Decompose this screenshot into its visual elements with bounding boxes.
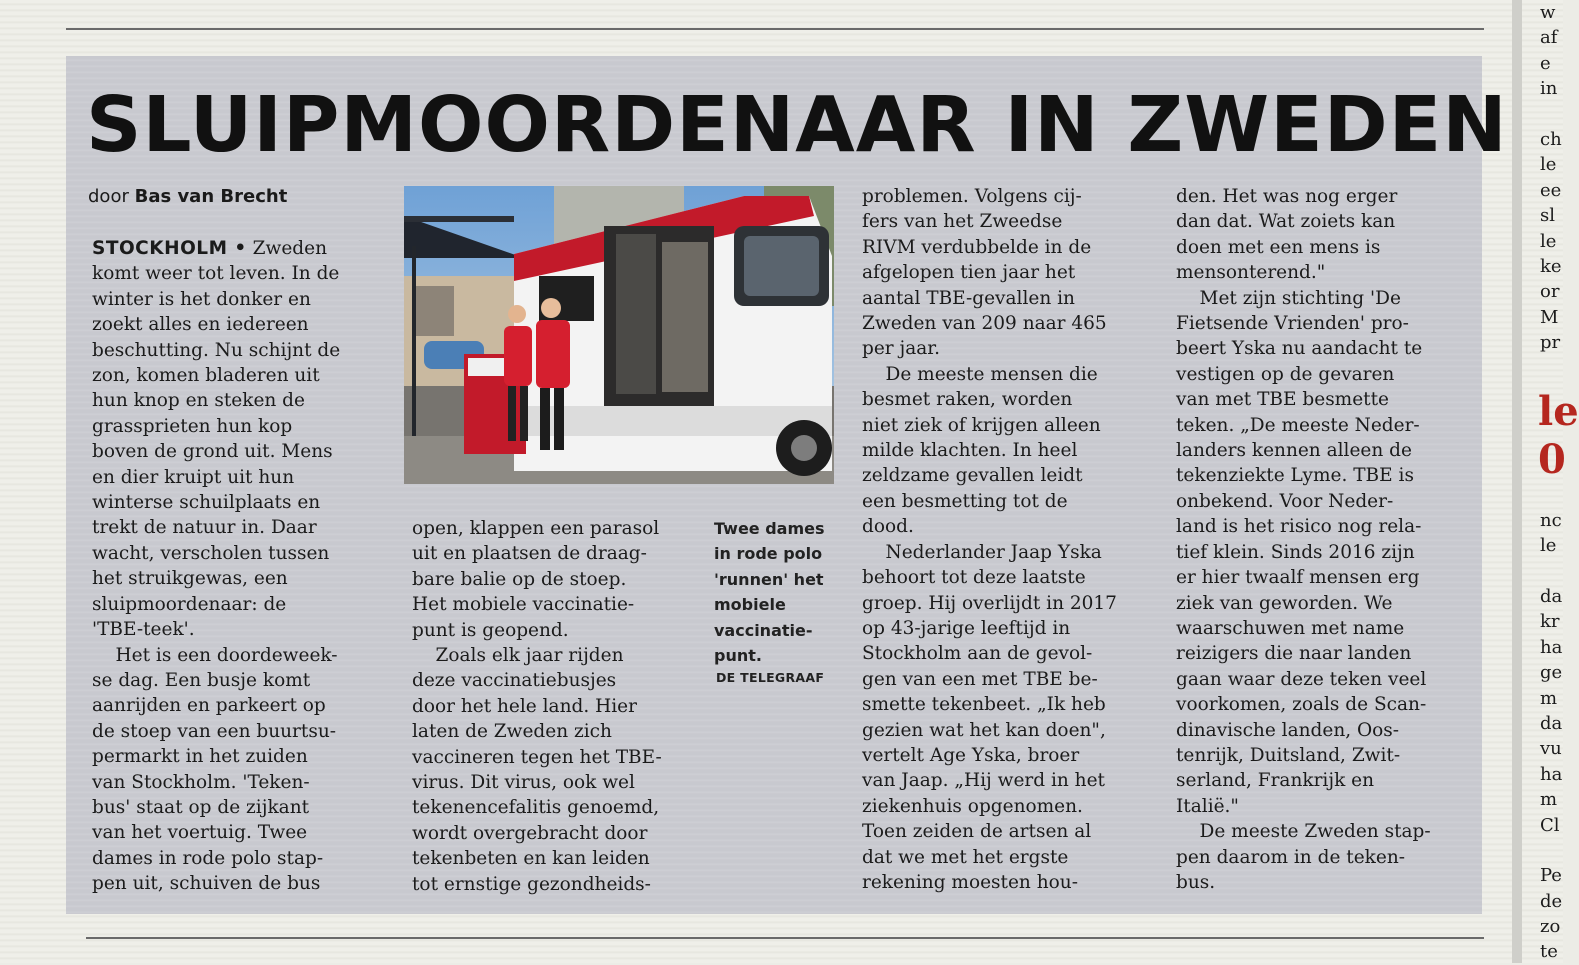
column-line: doen met een mens is: [1176, 236, 1381, 258]
column-line: aanrijden en parkeert op: [92, 695, 326, 717]
column-line: vestigen op de gevaren: [1176, 363, 1395, 385]
column-line: aantal TBE-gevallen in: [862, 287, 1075, 309]
column-line: Zoals elk jaar rijden: [412, 645, 624, 667]
adjacent-fragment: de: [1540, 890, 1563, 912]
column-line: laten de Zweden zich: [412, 721, 612, 743]
column-line: Toen zeiden de artsen al: [862, 821, 1092, 843]
adjacent-fragment: ha: [1540, 636, 1563, 658]
caption-line: punt.: [714, 646, 762, 666]
column-line: boven de grond uit. Mens: [92, 441, 333, 463]
column-line: 'TBE-teek'.: [92, 619, 195, 641]
adjacent-fragment: ha: [1540, 763, 1563, 785]
column-line: permarkt in het zuiden: [92, 746, 308, 768]
column-line: Zweden van 209 naar 465: [862, 313, 1107, 335]
column-line: tief klein. Sinds 2016 zijn: [1176, 541, 1415, 563]
column-line: per jaar.: [862, 338, 941, 360]
adjacent-fragment: [1540, 838, 1563, 863]
dateline: STOCKHOLM •: [92, 238, 247, 259]
column-line: er hier twaalf mensen erg: [1176, 567, 1420, 589]
column-line: Met zijn stichting 'De: [1176, 287, 1401, 309]
column-line: beert Yska nu aandacht te: [1176, 338, 1423, 360]
adjacent-fragment: le: [1540, 154, 1557, 176]
column-line: se dag. Een busje komt: [92, 669, 311, 691]
column-line: beschutting. Nu schijnt de: [92, 339, 341, 361]
adjacent-fragment: e: [1540, 52, 1551, 74]
text-column-3: [862, 184, 1117, 895]
column-line: op 43-jarige leeftijd in: [862, 617, 1071, 639]
photo-credit: DE TELEGRAAF: [716, 670, 825, 685]
column-line: smette tekenbeet. „Ik heb: [862, 694, 1106, 716]
adjacent-fragment: te: [1540, 941, 1558, 963]
column-line: trekt de natuur in. Daar: [92, 517, 317, 539]
column-line: De meeste mensen die: [862, 363, 1098, 385]
column-line: van Jaap. „Hij werd in het: [862, 770, 1105, 792]
adjacent-fragment: [1540, 559, 1563, 584]
column-line: grassprieten hun kop: [92, 415, 293, 437]
caption-line: 'runnen' het: [714, 569, 824, 589]
text-column-2: [412, 516, 662, 897]
byline-prefix: door: [88, 186, 129, 207]
adjacent-fragment: af: [1540, 27, 1558, 49]
adjacent-fragment: ch: [1540, 128, 1562, 150]
column-line: sluipmoordenaar: de: [92, 593, 287, 615]
column-line: en dier kruipt uit hun: [92, 466, 295, 488]
column-line: punt is geopend.: [412, 619, 569, 641]
column-line: dames in rode polo stap-: [92, 847, 324, 869]
adjacent-fragment: sl: [1540, 205, 1555, 227]
column-line: voorkomen, zoals de Scan-: [1176, 694, 1427, 716]
column-line: de stoep van een buurtsu-: [92, 720, 336, 742]
column-line: behoort tot deze laatste: [862, 567, 1086, 589]
column-line: komt weer tot leven. In de: [92, 263, 340, 285]
author-name: Bas van Brecht: [134, 186, 288, 207]
caption-line: Twee dames: [714, 519, 825, 538]
caption-line: mobiele: [714, 595, 786, 615]
photo-caption: [714, 516, 825, 668]
column-line: ziekenhuis opgenomen.: [862, 795, 1083, 817]
adjacent-fragment: in: [1540, 78, 1558, 100]
column-line: van Stockholm. 'Teken-: [92, 771, 310, 793]
column-line: tekenencefalitis genoemd,: [412, 797, 660, 819]
adjacent-fragment: le: [1540, 230, 1557, 252]
column-line-text: Zweden: [246, 238, 327, 259]
adjacent-fragment: w: [1540, 2, 1556, 23]
column-line: tenrijk, Duitsland, Zwit-: [1176, 744, 1401, 766]
column-line: gezien wat het kan doen",: [862, 719, 1106, 741]
column-line: gaan waar deze teken veel: [1176, 668, 1427, 690]
adjacent-article-headline: [1538, 388, 1579, 484]
adjacent-fragment: le: [1540, 535, 1557, 557]
column-line: ziek van geworden. We: [1176, 592, 1393, 614]
column-line: [92, 236, 340, 261]
adjacent-fragment: da: [1540, 585, 1563, 607]
column-line: dood.: [862, 516, 914, 538]
column-line: fers van het Zweedse: [862, 211, 1063, 233]
adjacent-fragment: da: [1540, 712, 1563, 734]
bottom-rule: [86, 937, 1484, 939]
column-line: een besmetting tot de: [862, 490, 1068, 512]
column-line: vertelt Age Yska, broer: [862, 744, 1080, 766]
column-line: gen van een met TBE be-: [862, 668, 1098, 690]
column-line: onbekend. Voor Neder-: [1176, 490, 1394, 512]
column-line: bare balie op de stoep.: [412, 568, 627, 590]
photo-image: [404, 186, 834, 484]
column-line: besmet raken, worden: [862, 389, 1073, 411]
column-line: problemen. Volgens cij-: [862, 186, 1082, 207]
column-line: Fietsende Vrienden' pro-: [1176, 313, 1409, 335]
column-line: serland, Frankrijk en: [1176, 770, 1375, 792]
column-line: afgelopen tien jaar het: [862, 262, 1076, 284]
adjacent-fragment: [1540, 102, 1563, 127]
column-line: groep. Hij overlijdt in 2017: [862, 592, 1117, 614]
column-line: landers kennen alleen de: [1176, 440, 1412, 462]
column-line: Het is een doordeweek-: [92, 644, 338, 666]
adjacent-fragment: nc: [1540, 509, 1562, 531]
column-line: door het hele land. Hier: [412, 695, 637, 717]
column-line: uit en plaatsen de draag-: [412, 543, 647, 565]
adjacent-fragment: [1540, 482, 1563, 507]
column-line: dat we met het ergste: [862, 846, 1069, 868]
column-line: het struikgewas, een: [92, 568, 288, 590]
column-line: hun knop en steken de: [92, 390, 305, 412]
adjacent-fragment: zo: [1540, 916, 1561, 938]
adjacent-fragment: m: [1540, 789, 1558, 811]
adjacent-fragment: [1540, 355, 1563, 380]
headline: SLUIPMOORDENAAR IN ZWEDEN: [86, 81, 1508, 170]
adjacent-headline-fragment: le: [1538, 388, 1579, 435]
column-line: van met TBE besmette: [1176, 389, 1389, 411]
adjacent-fragment: m: [1540, 687, 1558, 709]
column-line: winter is het donker en: [92, 288, 311, 310]
adjacent-fragment: Pe: [1540, 865, 1562, 887]
adjacent-fragment: or: [1540, 281, 1560, 303]
column-line: bus' staat op de zijkant: [92, 796, 310, 818]
column-line: land is het risico nog rela-: [1176, 516, 1422, 538]
column-line: Stockholm aan de gevol-: [862, 643, 1093, 665]
column-line: niet ziek of krijgen alleen: [862, 414, 1101, 436]
column-gutter: [1512, 0, 1522, 963]
column-line: dan dat. Wat zoiets kan: [1176, 211, 1396, 233]
caption-line: vaccinatie-: [714, 620, 813, 640]
column-line: zeldzame gevallen leidt: [862, 465, 1083, 487]
adjacent-fragment: Cl: [1540, 814, 1560, 836]
byline: [88, 184, 287, 210]
adjacent-fragment: vu: [1540, 738, 1562, 760]
column-line: pen daarom in de teken-: [1176, 846, 1405, 868]
column-line: tot ernstige gezondheids-: [412, 873, 651, 895]
adjacent-fragment: ge: [1540, 662, 1563, 684]
column-line: waarschuwen met name: [1176, 617, 1405, 639]
column-line: reizigers die naar landen: [1176, 643, 1412, 665]
column-line: dinavische landen, Oos-: [1176, 719, 1400, 741]
column-line: virus. Dit virus, ook wel: [412, 772, 635, 794]
adjacent-fragment: ke: [1540, 255, 1562, 277]
column-line: RIVM verdubbelde in de: [862, 236, 1092, 258]
column-line: Het mobiele vaccinatie-: [412, 594, 635, 616]
column-line: pen uit, schuiven de bus: [92, 873, 321, 895]
column-line: teken. „De meeste Neder-: [1176, 414, 1420, 436]
column-line: tekenziekte Lyme. TBE is: [1176, 465, 1414, 487]
column-line: winterse schuilplaats en: [92, 492, 321, 514]
column-line: mensonterend.": [1176, 262, 1326, 284]
column-line: milde klachten. In heel: [862, 440, 1078, 462]
text-column-4: [1176, 184, 1431, 895]
column-line: deze vaccinatiebusjes: [412, 670, 617, 692]
column-line: tekenbeten en kan leiden: [412, 848, 650, 870]
column-line: zoekt alles en iedereen: [92, 314, 309, 336]
column-line: De meeste Zweden stap-: [1176, 821, 1431, 843]
adjacent-fragment: M: [1540, 306, 1559, 328]
adjacent-headline-fragment: 0: [1538, 436, 1566, 483]
column-line: bus.: [1176, 871, 1216, 893]
column-line: vaccineren tegen het TBE-: [412, 746, 662, 768]
caption-line: in rode polo: [714, 544, 823, 564]
column-line: rekening moesten hou-: [862, 871, 1078, 893]
text-column-1: [92, 236, 340, 897]
adjacent-fragment: kr: [1540, 611, 1560, 633]
column-line: wacht, verscholen tussen: [92, 542, 330, 564]
column-line: den. Het was nog erger: [1176, 186, 1398, 207]
column-line: zon, komen bladeren uit: [92, 365, 320, 387]
column-line: wordt overgebracht door: [412, 822, 648, 844]
top-rule: [66, 28, 1484, 30]
column-line: van het voertuig. Twee: [92, 822, 308, 844]
adjacent-fragment: ee: [1540, 179, 1562, 201]
column-line: open, klappen een parasol: [412, 518, 660, 539]
column-line: Nederlander Jaap Yska: [862, 541, 1102, 563]
adjacent-fragment: pr: [1540, 332, 1561, 354]
column-line: Italië.": [1176, 795, 1239, 817]
